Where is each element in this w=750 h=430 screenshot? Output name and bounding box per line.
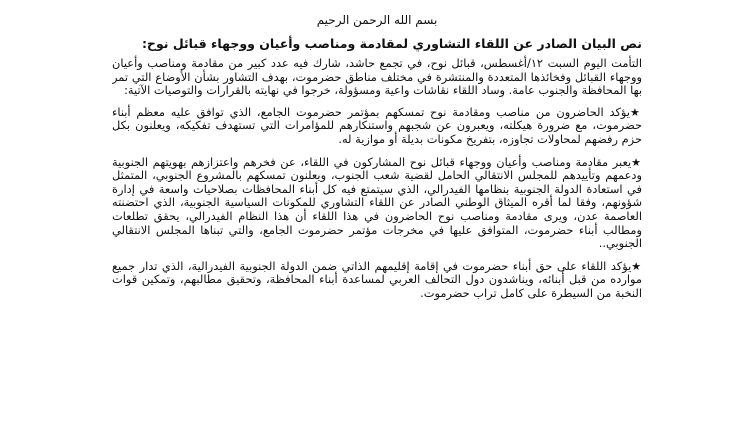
star-bullet-icon: ★ — [629, 105, 642, 119]
star-bullet-icon: ★ — [631, 155, 642, 169]
bullet-text: يعبر مقادمة ومناصب وأعيان ووجهاء قبائل نوح المشاركون في اللقاء، عن فخرهم واعتزازهم بهويتهم الجنوبية ودعمهم وتأييدهم للمجلس الانتقالي الحامل لقضية شعب الجنوب، ويعلنون تمسكهم بالمشروع الجنوبي، المتمثل في استعادة الدولة الجنوبية بنظامها الفيدرالي، الذي سيتمتع فيه كل أبناء المحافظات بصلاحيات واسعة في إدارة شؤونهم، وفقا لما أقره الميثاق الوطني الصادر عن اللقاء التشاوري للمكونات السياسية الجنوبية، الذي احتضنته العاصمة عدن، ويرى مقادمة ومناصب نوح الحاضرون في هذا اللقاء أن هذا النظام الفيدرالي، يحقق تطلعات ومطالب أبناء حضرموت، المتوافق عليها في مخرجات مؤتمر حضرموت الجامع، والتي تبناها المجلس الانتقالي الجنوبي.. — [112, 154, 642, 251]
intro-paragraph: التأمت اليوم السبت ١٢/أغسطس، قبائل نوح، في تجمع حاشد، شارك فيه عدد كبير من مقادمة ومناصب وأعيان ووجهاء القبائل وفخائذها المتعددة والمنتشرة في مختلف مناطق حضرموت، بهدف التشاور بشأن الأوضاع التي تمر بها المحافظة والجنوب عامة. وساد اللقاء نقاشات واعية ومسؤولة، خرجوا في نهايته بالقرارات والتوصيات الآتية: — [112, 56, 642, 98]
bullet-text: يؤكد اللقاء على حق أبناء حضرموت في إقامة إقليمهم الذاتي ضمن الدولة الجنوبية الفيدرالية، الذي تدار جميع موارده من قبل أبنائه، ويناشدون دول التحالف العربي لمساعدة أبناء المحافظة، وتحقيق مطالبهم، وتمكين قوات النخبة من السيطرة على كامل تراب حضرموت. — [112, 258, 642, 300]
bullet-item-1 — [112, 106, 642, 147]
bullet-item-3 — [112, 260, 642, 301]
bullet-item-2 — [112, 156, 642, 251]
bullet-text: يؤكد الحاضرون من مناصب ومقادمة نوح تمسكهم بمؤتمر حضرموت الجامع، الذي توافق عليه معظم أبناء حضرموت، مع ضرورة هيكلته، ويعبرون عن شجبهم واستنكارهم للمؤامرات التي تستهدف تفكيكه، ويعلنون بكل حزم رفضهم لمحاولات تجاوزه، بتفريخ مكونات بديلة أو موازية له. — [112, 104, 642, 146]
star-bullet-icon: ★ — [631, 259, 642, 273]
statement-title: نص البيان الصادر عن اللقاء التشاوري لمقادمة ومناصب وأعيان ووجهاء قبائل نوح: — [141, 36, 642, 51]
basmala-heading: بسم الله الرحمن الرحيم — [316, 13, 438, 27]
statement-document — [112, 6, 642, 426]
